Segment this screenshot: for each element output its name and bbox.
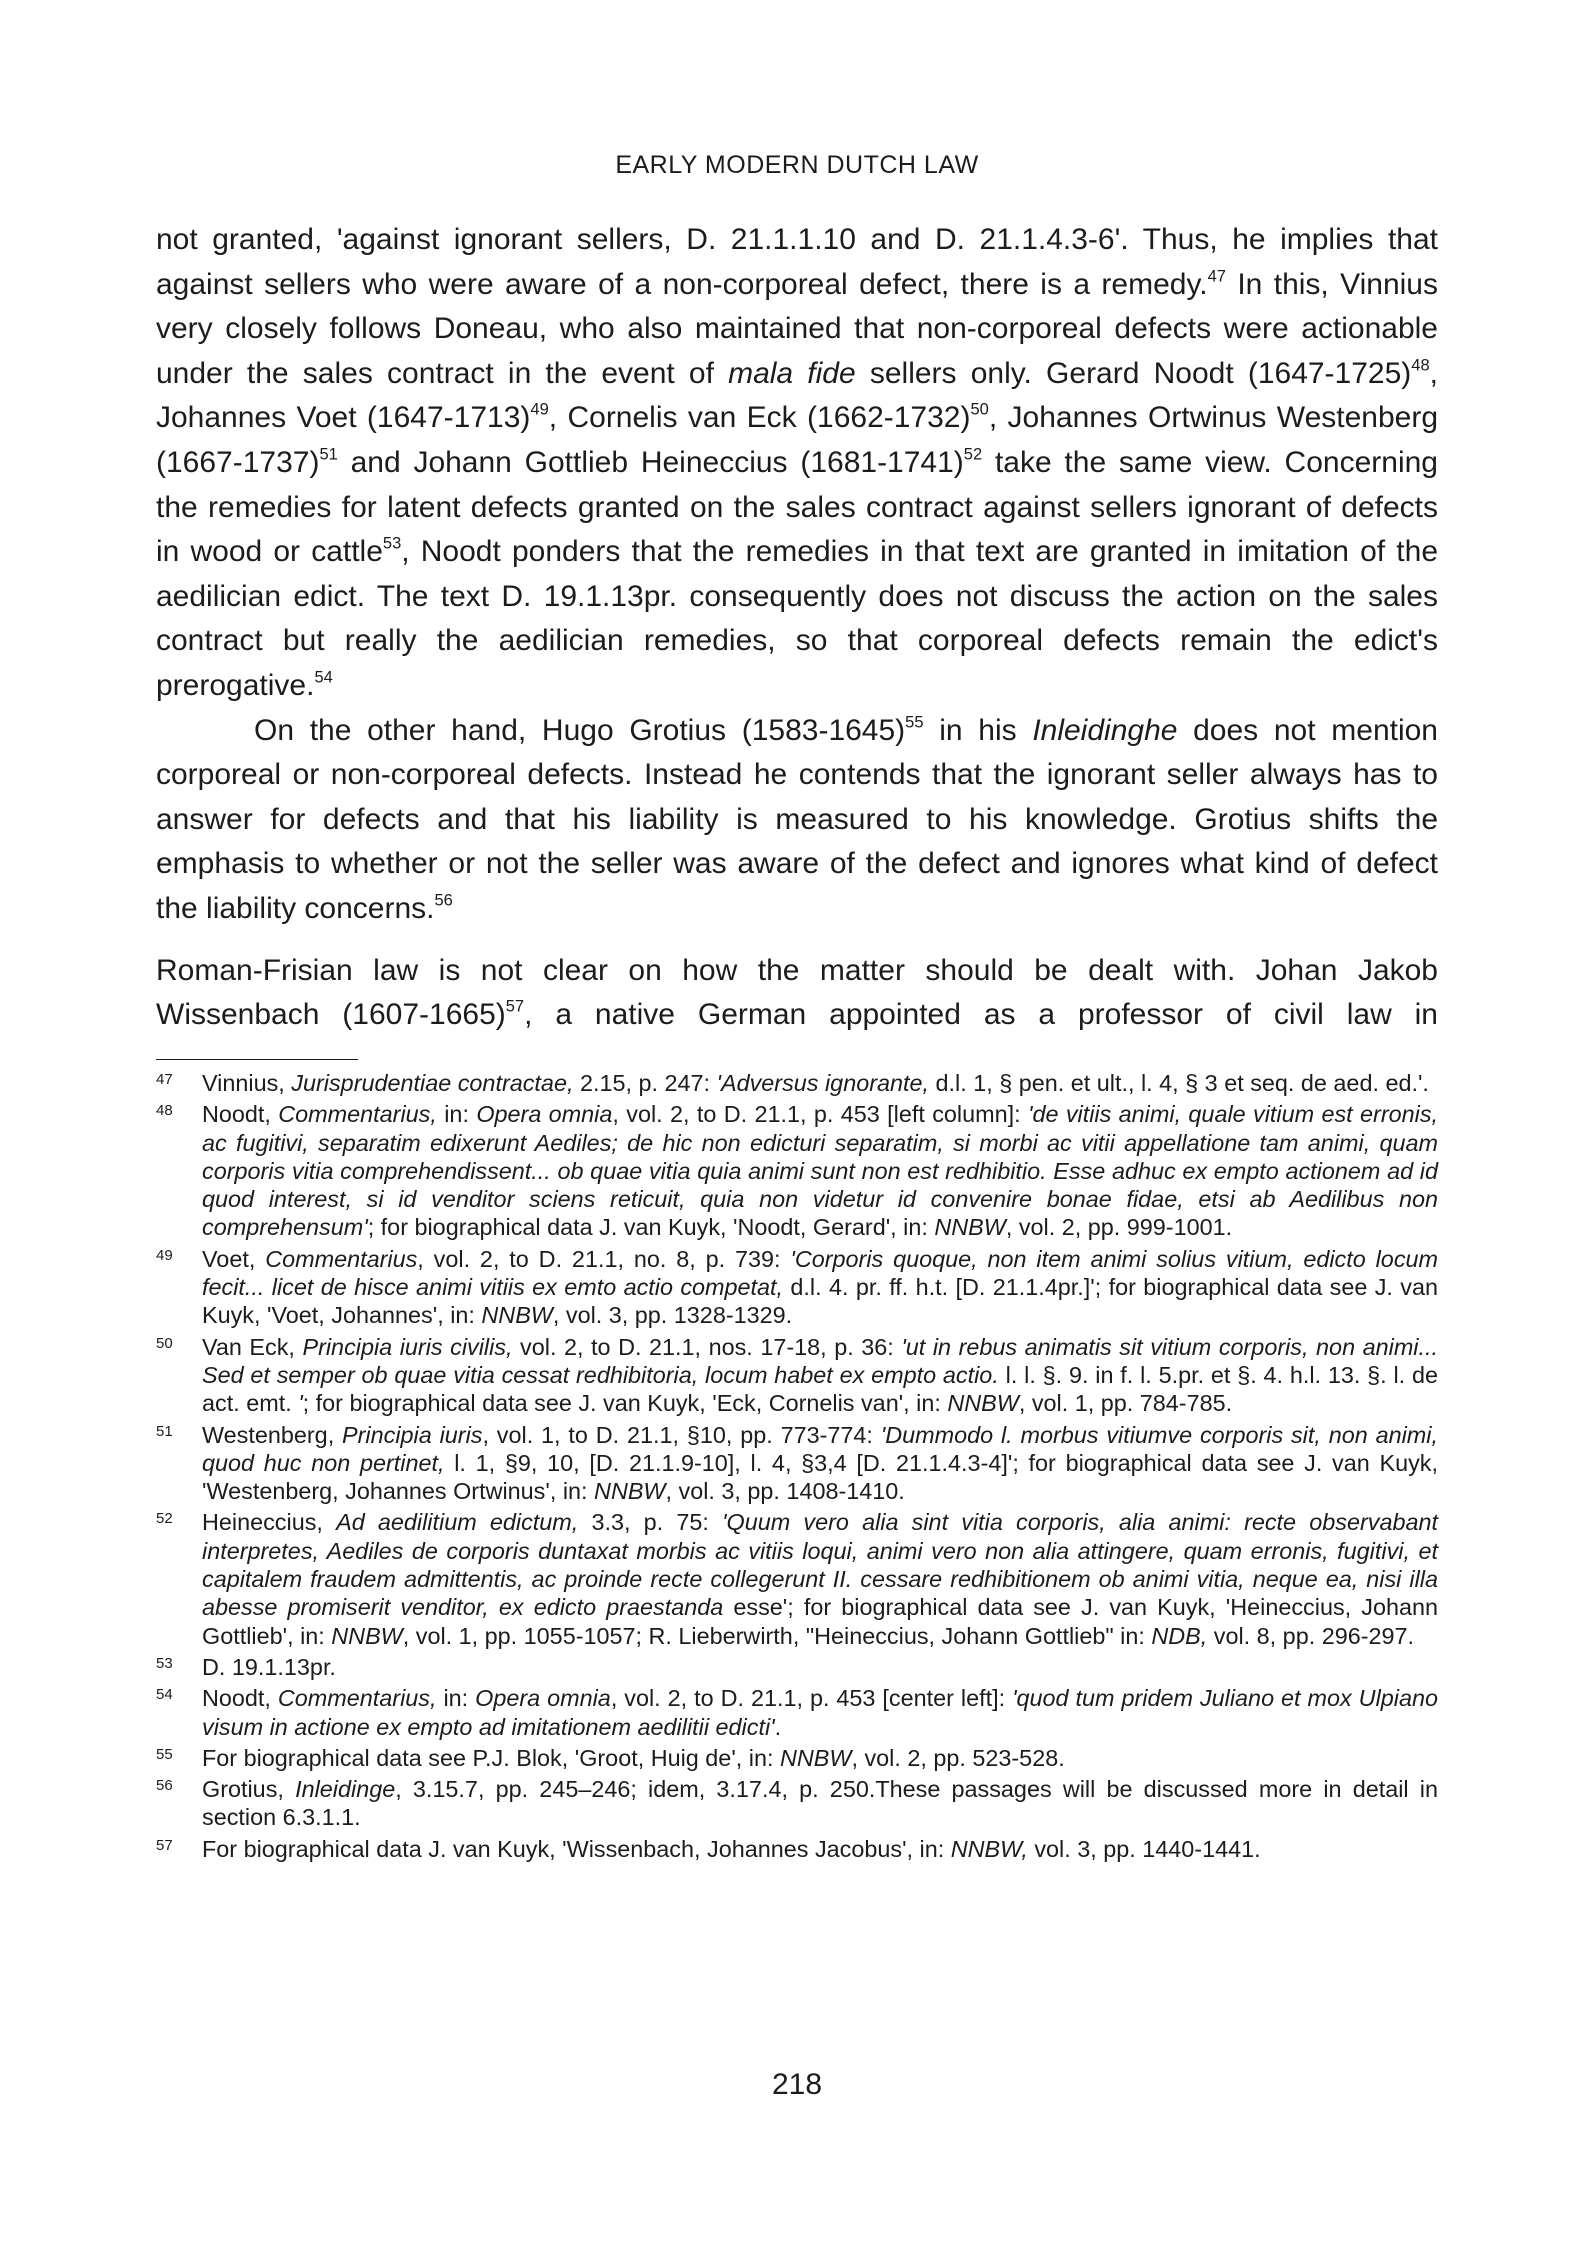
text-run: , a native German appointed as a professor of civil law in [524, 998, 1438, 1032]
footnote-number: 50 [156, 1334, 173, 1352]
footnote-number: 57 [156, 1836, 173, 1854]
text-run: , Cornelis van Eck (1662-1732) [548, 401, 971, 435]
footnote-text: Van Eck, Principia iuris civilis, vol. 2, to D. 21.1, nos. 17-18, p. 36: 'ut in rebus animatis sit vitium corporis, non animi... Sed et semper ob quae vitia cessat redhibitoria, locum habet ex empto actio. l. l. §. 9. in f. l. 5.pr. et §. 4. h.l. 13. §. l. de act. emt. '; for biographical data see J. van Kuyk, 'Eck, Cornelis van', in: NNBW, vol. 1, pp. 784-785. [202, 1333, 1439, 1417]
text-run: , Noodt ponders that the remedies in that text are granted in imitation of the aedilician edict. The text D. 19.1.13pr. consequently does not discuss the action on the sales contract but really the aedilician remedies, so that corporeal defects remain the edict's prerogative. [156, 535, 1438, 702]
text-run: , Johannes Ortwinus Westenberg (1667-1737) [156, 401, 1438, 479]
footnote-ref-52[interactable]: 52 [963, 445, 983, 464]
footnote-50 [156, 1333, 1438, 1418]
footnote-number: 55 [156, 1745, 173, 1763]
footnote-56 [156, 1775, 1438, 1832]
body-text [156, 218, 1438, 1038]
text-run: sellers only. Gerard Noodt (1647-1725) [855, 356, 1412, 390]
text-run: On the other hand, Hugo Grotius (1583-1645) [254, 713, 906, 747]
text-run: in his [923, 713, 1033, 747]
footnote-48 [156, 1100, 1438, 1241]
running-head: EARLY MODERN DUTCH LAW [615, 151, 979, 179]
footnote-text: Vinnius, Jurisprudentiae contractae, 2.15, p. 247: 'Adversus ignorante, d.l. 1, § pen. et ult., l. 4, § 3 et seq. de aed. ed.'. [202, 1070, 1429, 1096]
text-run: not granted, 'against ignorant sellers, D. 21.1.1.10 and D. 21.1.4.3-6'. Thus, he implies that against sellers who were aware of a non-corporeal defect, there is a remedy. [156, 223, 1438, 301]
footnote-number: 52 [156, 1510, 173, 1528]
text-run: In this, Vinnius very closely follows Doneau, who also maintained that non-corporeal defects were actionable under the sales contract in the event of [156, 267, 1438, 390]
body-paragraph-1 [156, 218, 1438, 709]
footnote-text: Heineccius, Ad aedilitium edictum, 3.3, p. 75: 'Quum vero alia sint vitia corporis, alia animi: recte observabant interpretes, Aediles de corporis duntaxat morbis ac vitiis loqui, animi vero non alia attingere, quam erronis, fugitivi, et capitalem fraudem admittentis, ac proinde recte collegerunt II. cessare redhibitionem ob animi vitia, neque ea, nisi illa abesse promiserit venditor, ex edicto praestanda esse'; for biographical data see J. van Kuyk, 'Heineccius, Johann Gottlieb', in: NNBW, vol. 1, pp. 1055-1057; R. Lieberwirth, "Heineccius, Johann Gottlieb" in: NDB, vol. 8, pp. 296-297. [202, 1509, 1439, 1649]
footnote-47 [156, 1069, 1438, 1097]
footnote-text: For biographical data see P.J. Blok, 'Groot, Huig de', in: NNBW, vol. 2, pp. 523-528. [202, 1744, 1065, 1771]
footnote-text: Noodt, Commentarius, in: Opera omnia, vol. 2, to D. 21.1, p. 453 [left column]: 'de vitiis animi, quale vitium est erronis, ac fugitivi, separatim edixerunt Aediles; de hic non edicturi separatim, si morbi ac vitii appellatione tam animi, quam corporis vitia comprehendissent... ob quae vitia quia animi sunt non est redhibitio. Esse adhuc ex empto actionem ad id quod interest, si id venditor sciens reticuit, quia non videtur id convenire bonae fidae, etsi ab Aedilibus non comprehensum'; for biographical data J. van Kuyk, 'Noodt, Gerard', in: NNBW, vol. 2, pp. 999-1001. [202, 1101, 1439, 1241]
text-run: , Johannes Voet (1647-1713) [156, 356, 1438, 435]
footnote-text: Westenberg, Principia iuris, vol. 1, to D. 21.1, §10, pp. 773-774: 'Dummodo l. morbus vitiumve corporis sit, non animi, quod huc non pertinet, l. 1, §9, 10, [D. 21.1.9-10], l. 4, §3,4 [D. 21.1.4.3-4]'; for biographical data see J. van Kuyk, 'Westenberg, Johannes Ortwinus', in: NNBW, vol. 3, pp. 1408-1410. [202, 1421, 1438, 1505]
body-paragraph-3 [156, 949, 1438, 1038]
text-run: take the same view. Concerning the remedies for latent defects granted on the sales contract against sellers ignorant of defects in wood or cattle [156, 445, 1438, 569]
italic-term: mala fide [728, 356, 856, 390]
footnote-55 [156, 1744, 1438, 1772]
footnote-text: Noodt, Commentarius, in: Opera omnia, vol. 2, to D. 21.1, p. 453 [center left]: 'quod tum pridem Juliano et mox Ulpiano visum in actione ex empto ad imitationem aedilitii edicti'. [202, 1685, 1438, 1740]
body-paragraph-2 [156, 709, 1438, 932]
footnote-ref-54[interactable]: 54 [314, 668, 333, 687]
footnote-number: 47 [156, 1071, 173, 1088]
footnote-ref-53[interactable]: 53 [382, 534, 402, 553]
footnote-number: 51 [156, 1422, 173, 1440]
footnote-57 [156, 1835, 1438, 1863]
footnote-54 [156, 1684, 1438, 1741]
footnote-number: 56 [156, 1777, 173, 1795]
footnote-ref-48[interactable]: 48 [1411, 356, 1430, 375]
footnote-text: For biographical data J. van Kuyk, 'Wissenbach, Johannes Jacobus', in: NNBW, vol. 3, pp. 1440-1441. [202, 1835, 1261, 1862]
footnote-ref-51[interactable]: 51 [319, 445, 338, 464]
text-run: does not mention corporeal or non-corporeal defects. Instead he contends that the ignorant seller always has to answer for defects and that his liability is measured to his knowledge. Grotius shifts the emphasis to whether or not the seller was aware of the defect and ignores what kind of defect the liability concerns. [156, 713, 1438, 925]
text-run: and Johann Gottlieb Heineccius (1681-1741) [337, 445, 964, 479]
footnotes [156, 1069, 1438, 1866]
footnote-text: Grotius, Inleidinge, 3.15.7, pp. 245–246; idem, 3.17.4, p. 250.These passages will be discussed more in detail in section 6.3.1.1. [202, 1776, 1439, 1831]
footnote-number: 53 [156, 1654, 173, 1672]
footnote-ref-47[interactable]: 47 [1207, 267, 1226, 286]
page-number: 218 [771, 2068, 823, 2101]
footnote-number: 54 [156, 1686, 173, 1704]
footnote-53 [156, 1653, 1438, 1681]
footnote-number: 48 [156, 1102, 173, 1120]
footnote-number: 49 [156, 1246, 173, 1264]
footnote-ref-50[interactable]: 50 [970, 401, 989, 419]
footnote-ref-56[interactable]: 56 [434, 891, 453, 910]
footnote-52 [156, 1508, 1438, 1649]
footnote-51 [156, 1421, 1438, 1506]
italic-term: Inleidinghe [1032, 713, 1178, 747]
footnote-ref-55[interactable]: 55 [905, 713, 924, 732]
footnote-text: D. 19.1.13pr. [202, 1653, 336, 1680]
footnote-text: Voet, Commentarius, vol. 2, to D. 21.1, no. 8, p. 739: 'Corporis quoque, non item animi solius vitium, edicto locum fecit... licet de hisce animi vitiis ex emto actio competat, d.l. 4. pr. ff. h.t. [D. 21.1.4pr.]'; for biographical data see J. van Kuyk, 'Voet, Johannes', in: NNBW, vol. 3, pp. 1328-1329. [202, 1245, 1439, 1329]
text-run: Roman-Frisian law is not clear on how the matter should be dealt with. Johan Jakob Wissenbach (1607-1665) [156, 953, 1438, 1032]
footnote-49 [156, 1245, 1438, 1330]
footnote-divider [156, 1059, 358, 1060]
footnote-ref-49[interactable]: 49 [530, 401, 549, 419]
footnote-ref-57[interactable]: 57 [505, 997, 525, 1016]
